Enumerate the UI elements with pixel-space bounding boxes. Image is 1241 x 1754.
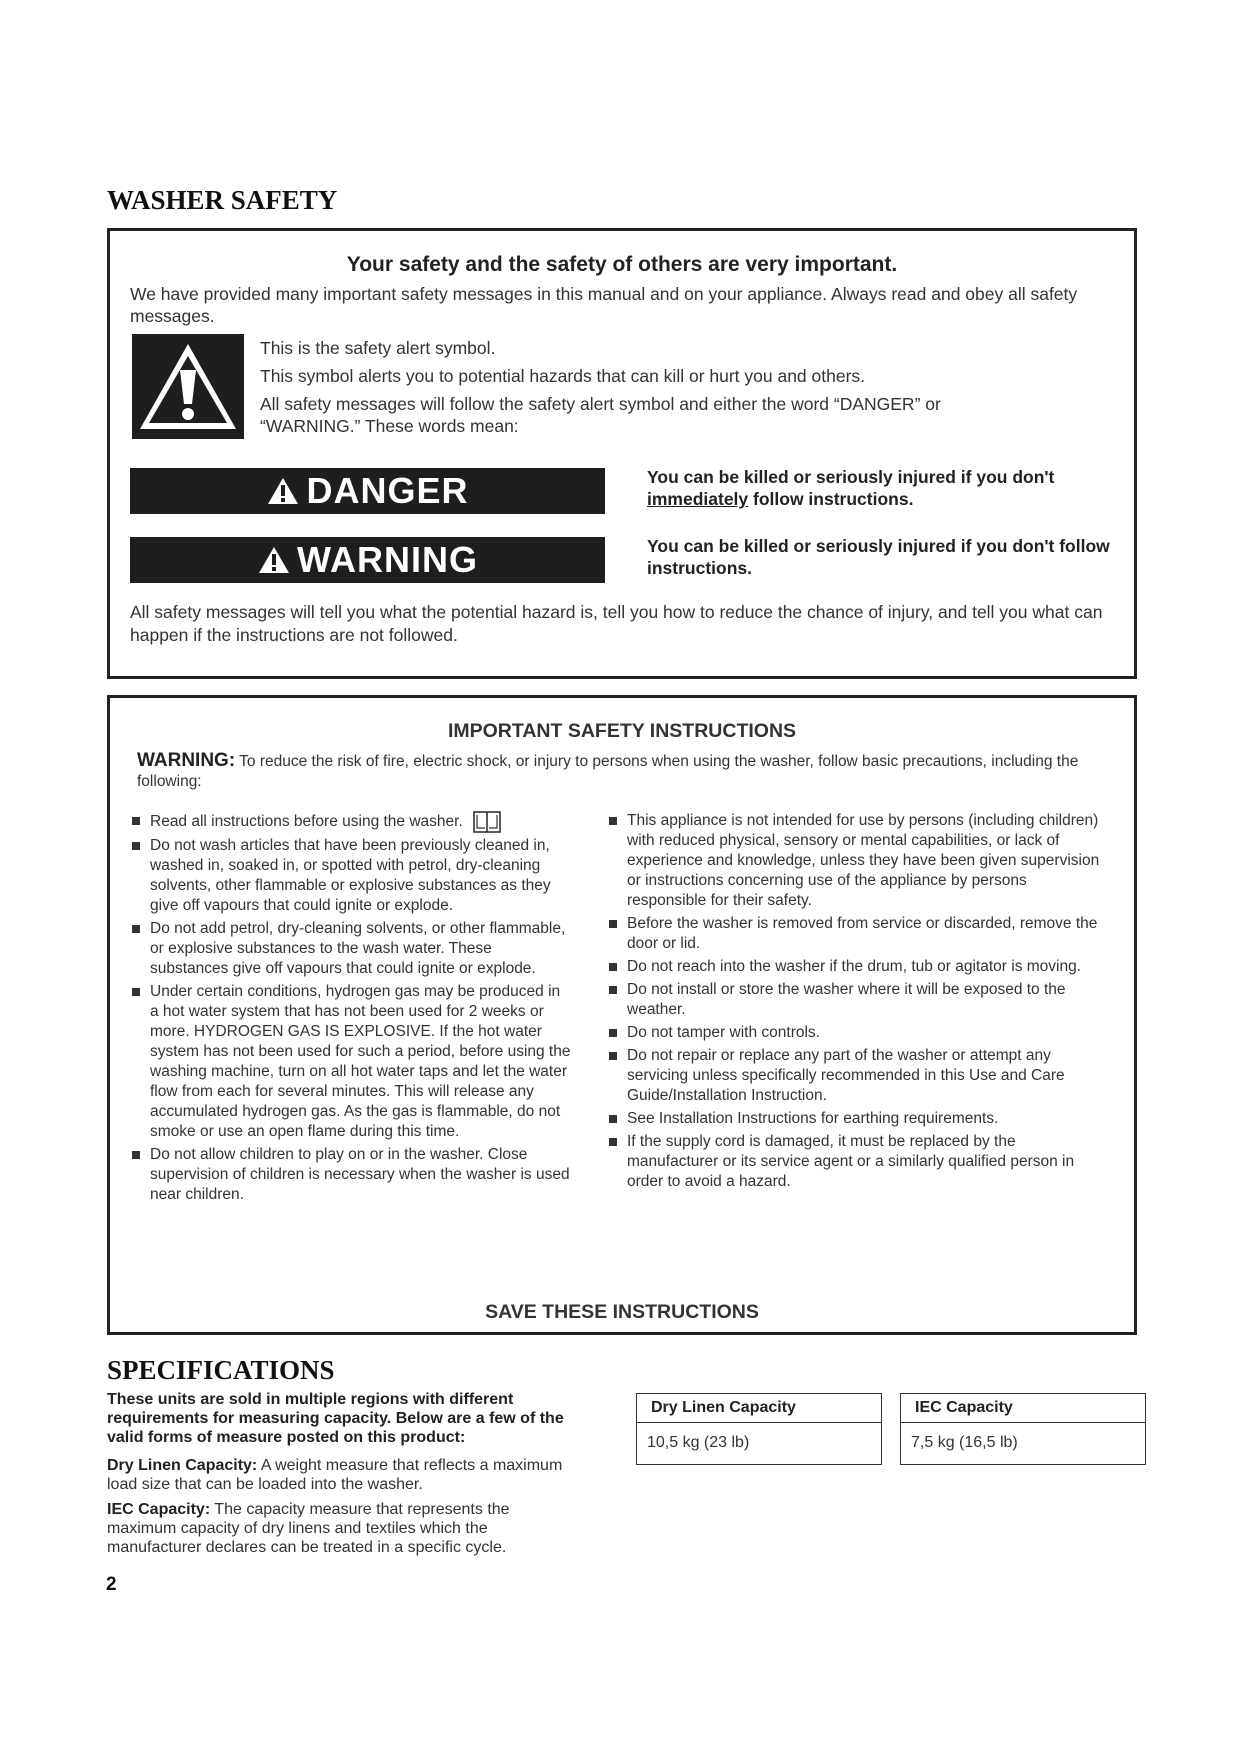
table-header: Dry Linen Capacity: [637, 1394, 881, 1423]
iec-term: IEC Capacity:: [107, 1501, 211, 1518]
save-instructions-text: SAVE THESE INSTRUCTIONS: [485, 1301, 759, 1323]
specifications-heading: SPECIFICATIONS: [107, 1355, 335, 1385]
page-number: 2: [106, 1574, 117, 1595]
danger-sign: [130, 468, 605, 514]
instructions-right-column: [609, 811, 1104, 1195]
list-item: Do not install or store the washer where it will be exposed to the weather.: [609, 980, 1104, 1020]
list-item: If the supply cord is damaged, it must be replaced by the manufacturer or its service agent or a similarly qualified person in order to avoid a hazard.: [609, 1132, 1104, 1192]
list-item: Do not add petrol, dry-cleaning solvents, or other flammable, or explosive substances to the wash water. These substances give off vapours that could ignite or explode.: [132, 919, 572, 979]
safety-intro-text: We have provided many important safety messages in this manual and on your appliance. Always read and obey all safety messages.: [130, 284, 1078, 326]
list-item: Do not wash articles that have been previously cleaned in, washed in, soaked in, or spotted with petrol, dry-cleaning solvents, other flammable or explosive substances as they give off vapours that could ignite or explode.: [132, 836, 572, 916]
list-item: This appliance is not intended for use by persons (including children) with reduced physical, sensory or mental capabilities, or lack of experience and knowledge, unless they have been given supervision or instructions concerning use of the appliance by persons responsible for their safety.: [609, 811, 1104, 911]
dry-linen-capacity-table: [636, 1393, 882, 1465]
danger-desc-underlined: immediately: [647, 489, 749, 509]
list-item: Do not repair or replace any part of the washer or attempt any servicing unless specifically recommended in this Use and Care Guide/Installation Instruction.: [609, 1046, 1104, 1106]
alert-line-1: This is the safety alert symbol.: [260, 338, 496, 358]
warning-label: WARNING: [297, 539, 478, 580]
table-value: 7,5 kg (16,5 lb): [911, 1434, 1018, 1451]
iec-capacity-table: [900, 1393, 1146, 1465]
list-item: Read all instructions before using the washer.: [132, 811, 572, 833]
list-item: Under certain conditions, hydrogen gas may be produced in a hot water system that has not been used for 2 weeks or more. HYDROGEN GAS IS EXPLOSIVE. If the hot water system has not been used for such a period, before using the washing machine, turn on all hot water taps and let the water flow from each for several minutes. This will release any accumulated hydrogen gas. As the gas is flammable, do not smoke or use an open flame during this time.: [132, 982, 572, 1142]
table-value: 10,5 kg (23 lb): [647, 1434, 750, 1451]
dry-linen-definition: [107, 1456, 567, 1494]
danger-desc-before: You can be killed or seriously injured if you don't: [647, 467, 1055, 487]
list-item: Do not reach into the washer if the drum, tub or agitator is moving.: [609, 957, 1104, 977]
safety-importance-box: [107, 228, 1137, 679]
alert-line-2: This symbol alerts you to potential hazards that can kill or hurt you and others.: [260, 366, 866, 386]
safety-box-title: Your safety and the safety of others are very important.: [346, 253, 898, 276]
warning-sign: [130, 537, 605, 583]
list-item: See Installation Instructions for earthing requirements.: [609, 1109, 1104, 1129]
danger-desc-after: follow instructions.: [748, 489, 914, 509]
iec-def: The capacity measure that represents the maximum capacity of dry linens and textiles which the manufacturer declares can be treated in a specific cycle.: [107, 1501, 510, 1556]
iec-definition: [107, 1500, 567, 1557]
specifications-intro: These units are sold in multiple regions with different requirements for measuring capacity. Below are a few of the valid forms of measure posted on this product:: [107, 1391, 564, 1446]
alert-triangle-icon: [266, 476, 300, 506]
dry-linen-term: Dry Linen Capacity:: [107, 1457, 258, 1474]
alert-line-3: All safety messages will follow the safety alert symbol and either the word “DANGER” or “WARNING.” These words mean:: [260, 394, 941, 436]
instructions-title: IMPORTANT SAFETY INSTRUCTIONS: [447, 720, 797, 742]
important-safety-instructions-box: [107, 695, 1137, 1335]
dry-linen-def: A weight measure that reflects a maximum load size that can be loaded into the washer.: [107, 1457, 563, 1493]
washer-safety-heading: WASHER SAFETY: [107, 185, 338, 215]
alert-symbol-description: [260, 337, 1040, 443]
list-item: Do not allow children to play on or in the washer. Close supervision of children is necessary when the washer is used near children.: [132, 1145, 572, 1205]
safety-box-footer: All safety messages will tell you what the potential hazard is, tell you how to reduce the chance of injury, and tell you what can happen if the instructions are not followed.: [130, 602, 1103, 645]
warning-text: To reduce the risk of fire, electric shock, or injury to persons when using the washer, follow basic precautions, including the following:: [137, 753, 1079, 790]
danger-description: [647, 466, 1117, 510]
instructions-warning: [137, 751, 1094, 792]
list-item: Do not tamper with controls.: [609, 1023, 1104, 1043]
alert-triangle-icon: [257, 545, 291, 575]
safety-alert-icon: [132, 334, 244, 439]
warning-prefix: WARNING:: [137, 750, 236, 771]
list-item: Before the washer is removed from service or discarded, remove the door or lid.: [609, 914, 1104, 954]
instructions-left-column: [132, 811, 572, 1208]
warning-description: You can be killed or seriously injured if you don't follow instructions.: [647, 536, 1110, 578]
book-icon: [473, 811, 501, 833]
table-header: IEC Capacity: [901, 1394, 1145, 1423]
danger-label: DANGER: [306, 470, 469, 511]
